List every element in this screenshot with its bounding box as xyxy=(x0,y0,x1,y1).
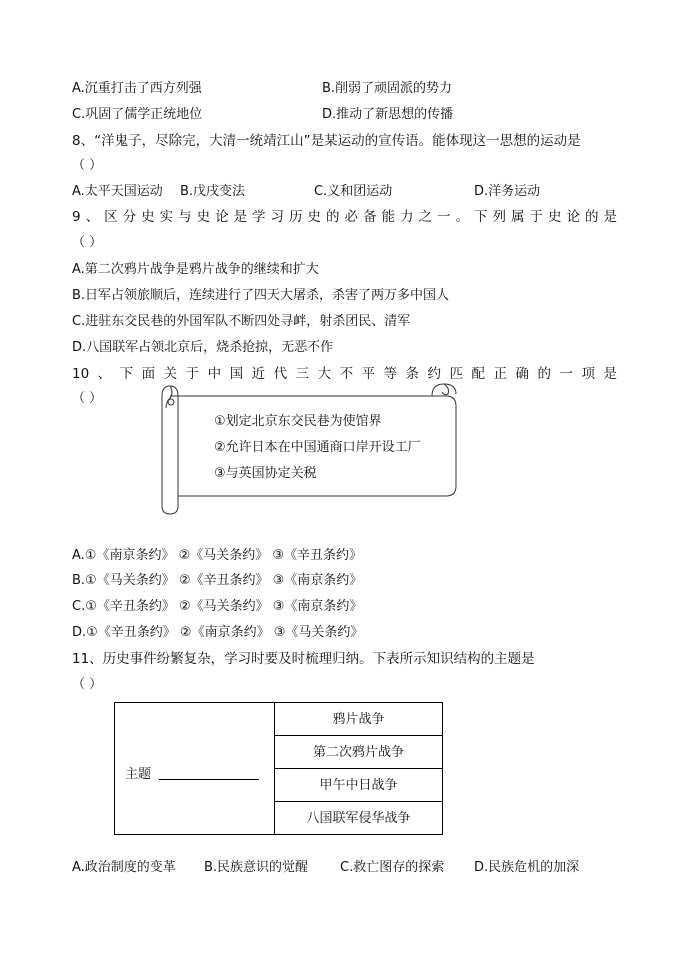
theme-cell xyxy=(115,703,275,834)
q7-option-a: A.沉重打击了西方列强 xyxy=(72,81,202,96)
q10-stem: 10、下面关于中国近代三大不平等条约匹配正确的一项是 xyxy=(72,366,617,382)
q7-option-b: B.削弱了顽固派的势力 xyxy=(322,81,453,96)
q11-stem: 11、历史事件纷繁复杂，学习时要及时梳理归纳。下表所示知识结构的主题是 xyxy=(72,651,535,667)
q8-answer-paren: （ ） xyxy=(72,158,103,173)
q8-option-c: C.义和团运动 xyxy=(314,184,393,199)
table-row: 第二次鸦片战争 xyxy=(275,736,442,769)
q11-answer-paren: （ ） xyxy=(72,677,103,692)
theme-label: 主题 xyxy=(125,767,152,782)
q11-option-a: A.政治制度的变革 xyxy=(72,860,176,875)
q8-option-a: A.太平天国运动 xyxy=(72,184,163,199)
q8-option-b: B.戊戌变法 xyxy=(180,184,246,199)
theme-blank-line xyxy=(159,779,259,780)
q11-option-d: D.民族危机的加深 xyxy=(474,860,580,875)
q10-option-c: C.①《辛丑条约》 ②《马关条约》 ③《南京条约》 xyxy=(72,599,363,614)
q9-answer-paren: （ ） xyxy=(72,235,103,250)
q9-option-d: D.八国联军占领北京后，烧杀抢掠，无恶不作 xyxy=(72,340,334,355)
q8-option-d: D.洋务运动 xyxy=(474,184,541,199)
q11-option-b: B.民族意识的觉醒 xyxy=(204,860,309,875)
q9-option-a: A.第二次鸦片战争是鸦片战争的继续和扩大 xyxy=(72,262,319,277)
q10-option-d: D.①《辛丑条约》 ②《南京条约》 ③《马关条约》 xyxy=(72,625,364,640)
q7-option-c: C.巩固了儒学正统地位 xyxy=(72,107,203,122)
q9-option-b: B.日军占领旅顺后，连续进行了四天大屠杀，杀害了两万多中国人 xyxy=(72,288,450,303)
scroll-item-1: ①划定北京东交民巷为使馆界 xyxy=(214,414,382,429)
knowledge-table xyxy=(114,702,443,835)
table-row: 鸦片战争 xyxy=(275,703,442,736)
table-row: 八国联军侵华战争 xyxy=(306,811,411,826)
q7-option-d: D.推动了新思想的传播 xyxy=(322,107,454,122)
q10-option-a: A.①《南京条约》 ②《马关条约》 ③《辛丑条约》 xyxy=(72,548,363,563)
table-row: 甲午中日战争 xyxy=(275,769,442,802)
scroll-item-3: ③与英国协定关税 xyxy=(214,466,317,481)
q10-option-b: B.①《马关条约》 ②《辛丑条约》 ③《南京条约》 xyxy=(72,573,363,588)
scroll-item-2: ②允许日本在中国通商口岸开设工厂 xyxy=(214,440,421,455)
q9-stem: 9、区分史实与史论是学习历史的必备能力之一。下列属于史论的是 xyxy=(72,209,617,225)
q8-stem: 8、“洋鬼子，尽除完，大清一统靖江山”是某运动的宣传语。能体现这一思想的运动是 xyxy=(72,133,581,149)
q9-option-c: C.进驻东交民巷的外国军队不断四处寻衅，射杀团民、清军 xyxy=(72,314,411,329)
q10-answer-paren: （ ） xyxy=(72,391,103,406)
q11-option-c: C.救亡图存的探索 xyxy=(340,860,445,875)
